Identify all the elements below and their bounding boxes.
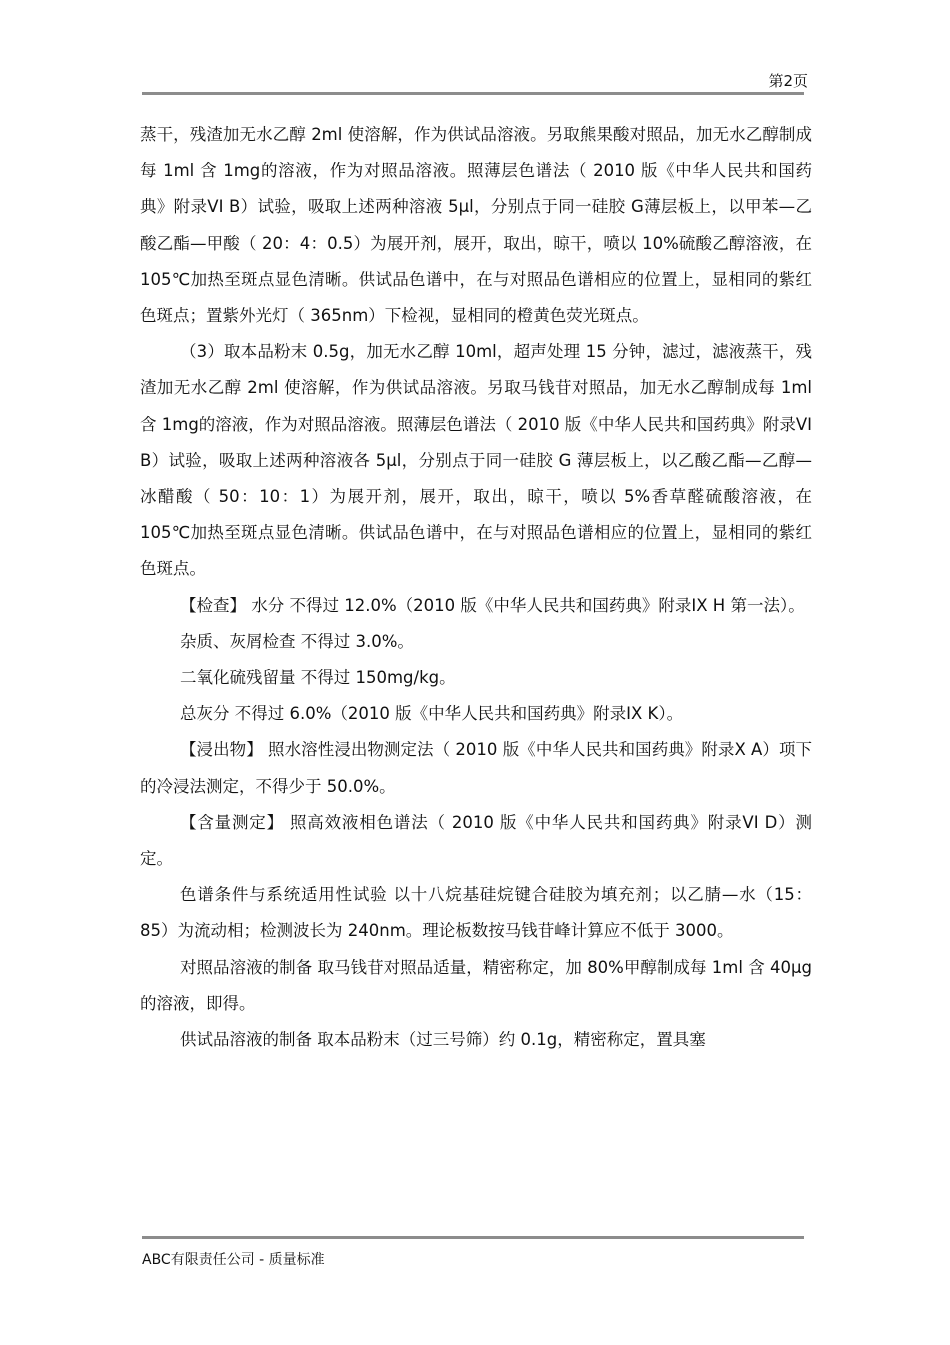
paragraph: 【浸出物】 照水溶性浸出物测定法（ 2010 版《中华人民共和国药典》附录X A）项下的冷浸法测定，不得少于 50.0%。 [140,740,812,796]
paragraph: 色谱条件与系统适用性试验 以十八烷基硅烷键合硅胶为填充剂；以乙腈—水（15：85）为流动相；检测波长为 240nm。理论板数按马钱苷峰计算应不低于 3000。 [140,885,812,941]
footer-text: ABC有限责任公司 - 质量标准 [142,1252,325,1268]
paragraph: 杂质、灰屑检查 不得过 3.0%。 [180,631,414,651]
paragraph: 蒸干，残渣加无水乙醇 2ml 使溶解，作为供试品溶液。另取熊果酸对照品，加无水乙醇制成每 1ml 含 1mg的溶液，作为对照品溶液。照薄层色谱法（ 2010 版《中华人民共和国药典》附录VI B）试验，吸取上述两种溶液 5μl，分别点于同一硅胶 G薄层板上，以甲苯—乙酸乙酯—甲酸（ 20：4：0.5）为展开剂，展开，取出，晾干，喷以 10%硫酸乙醇溶液，在 105℃加热至斑点显色清晰。供试品色谱中，在与对照品色谱相应的位置上，显相同的紫红色斑点；置紫外光灯（ 365nm）下检视，显相同的橙黄色荧光斑点。 [140,125,812,326]
header-rule [142,92,804,95]
paragraph: 对照品溶液的制备 取马钱苷对照品适量，精密称定，加 80%甲醇制成每 1ml 含 40μg的溶液，即得。 [140,957,812,1013]
paragraph: 供试品溶液的制备 取本品粉末（过三号筛）约 0.1g，精密称定，置具塞 [180,1030,706,1050]
paragraph: 二氧化硫残留量 不得过 150mg/kg。 [180,668,456,688]
paragraph: 总灰分 不得过 6.0%（2010 版《中华人民共和国药典》附录IX K）。 [180,704,684,724]
paragraph: （3）取本品粉末 0.5g，加无水乙醇 10ml，超声处理 15 分钟，滤过，滤液蒸干，残渣加无水乙醇 2ml 使溶解，作为供试品溶液。另取马钱苷对照品，加无水乙醇制成每 1ml 含 1mg的溶液，作为对照品溶液。照薄层色谱法（ 2010 版《中华人民共和国药典》附录VI B）试验，吸取上述两种溶液各 5μl，分别点于同一硅胶 G 薄层板上，以乙酸乙酯—乙醇—冰醋酸（ 50：10：1）为展开剂，展开，取出，晾干，喷以 5%香草醛硫酸溶液，在 105℃加热至斑点显色清晰。供试品色谱中，在与对照品色谱相应的位置上，显相同的紫红色斑点。 [140,342,812,579]
document-body [140,117,812,1058]
footer-rule [142,1236,804,1239]
page-number: 第2页 [768,72,808,90]
paragraph: 【含量测定】 照高效液相色谱法（ 2010 版《中华人民共和国药典》附录VI D）测定。 [140,812,812,869]
paragraph: 【检查】 水分 不得过 12.0%（2010 版《中华人民共和国药典》附录IX H 第一法）。 [180,595,805,615]
